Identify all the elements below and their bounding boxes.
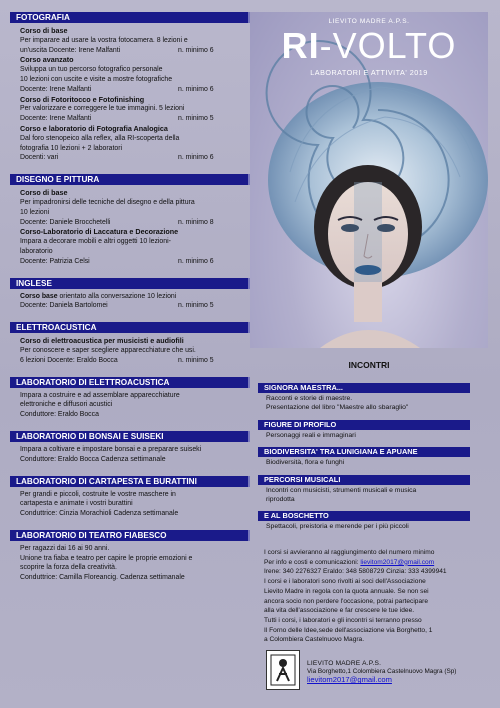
course-title: Corso-Laboratorio di Laccatura e Decorazione bbox=[20, 227, 179, 237]
footer-name: LIEVITO MADRE A.P.S. bbox=[307, 660, 382, 667]
course-line bbox=[10, 455, 250, 465]
note-line: alla vita dell'associazione e far crescere le tue idee. bbox=[264, 607, 415, 615]
course-line-text: laboratorio bbox=[20, 247, 53, 255]
course-line bbox=[10, 257, 250, 267]
note-line: a Colombiera Castelnuovo Magra. bbox=[264, 636, 365, 644]
incontro-item bbox=[258, 511, 490, 531]
course-line bbox=[10, 65, 250, 75]
footer-contact bbox=[307, 660, 456, 685]
course-line-text: Per ragazzi dai 16 ai 90 anni. bbox=[20, 544, 110, 552]
course-line bbox=[10, 153, 250, 163]
course-line bbox=[10, 134, 250, 144]
course-line-text: Sviluppa un tuo percorso fotografico personale bbox=[20, 66, 163, 74]
minimum-participants: n. minimo 5 bbox=[178, 115, 214, 123]
course-line bbox=[10, 554, 250, 564]
course-section bbox=[10, 278, 250, 312]
incontro-heading: E AL BOSCHETTO bbox=[258, 511, 470, 521]
course-line-text: Conduttrice: Camilla Floreancig. Cadenza settimanale bbox=[20, 574, 185, 582]
info-notes bbox=[264, 548, 492, 645]
course-line bbox=[10, 198, 250, 208]
minimum-participants: n. minimo 5 bbox=[178, 302, 214, 310]
course-line-text: Unione tra fiaba e teatro per capire le proprie emozioni e bbox=[20, 554, 193, 562]
course-line bbox=[10, 544, 250, 554]
minimum-participants: n. minimo 8 bbox=[178, 218, 214, 226]
course-line-text: scoprire la forza della creatività. bbox=[20, 564, 117, 572]
section-heading: FOTOGRAFIA bbox=[10, 12, 250, 23]
course-line-text: Docenti: vari bbox=[20, 154, 59, 162]
course-line bbox=[10, 509, 250, 519]
course-line-text: Impara a costruire e ad assemblare apparecchiature bbox=[20, 391, 180, 399]
poster-title bbox=[250, 25, 488, 66]
incontro-item bbox=[258, 447, 490, 467]
course-line bbox=[10, 114, 250, 124]
course-line bbox=[10, 46, 250, 56]
section-heading: LABORATORIO DI TEATRO FIABESCO bbox=[10, 530, 250, 541]
logo-figure-icon bbox=[267, 651, 299, 689]
course-line-text: fotografia 10 lezioni + 2 laboratori bbox=[20, 144, 123, 152]
course-section bbox=[10, 12, 250, 163]
course-line bbox=[10, 292, 250, 302]
note-line: Il Forno delle Idee,sede dell'associazione via Borghetto, 1 bbox=[264, 626, 433, 634]
incontro-heading: PERCORSI MUSICALI bbox=[258, 475, 470, 485]
course-line-text: Docente: Irene Malfanti bbox=[20, 115, 92, 123]
incontro-text: Personaggi reali e immaginari bbox=[266, 431, 356, 439]
courses-column bbox=[10, 12, 250, 594]
course-line-text: Conduttore: Eraldo Bocca Cadenza settimanale bbox=[20, 455, 166, 463]
poster-title-rest: -VOLTO bbox=[319, 25, 457, 66]
course-line bbox=[10, 36, 250, 46]
course-line bbox=[10, 218, 250, 228]
course-line-text: Docente: Irene Malfanti bbox=[20, 85, 92, 93]
incontro-text: Racconti e storie di maestre. bbox=[266, 395, 353, 402]
incontro-text: Presentazione del libro "Maestre allo sbaraglio" bbox=[266, 404, 409, 412]
incontro-item bbox=[258, 383, 490, 413]
course-section bbox=[10, 530, 250, 583]
note-line: I corsi si avvieranno al raggiungimento del numero minimo bbox=[264, 549, 435, 556]
note-line: Irene: 340 2276327 Eraldo: 348 5808729 Cinzia: 333 4399941 bbox=[264, 568, 447, 576]
poster-org: LIEVITO MADRE A.P.S. bbox=[328, 18, 410, 25]
course-line bbox=[10, 75, 250, 85]
minimum-participants: n. minimo 6 bbox=[178, 154, 214, 162]
minimum-participants: n. minimo 5 bbox=[178, 356, 214, 364]
course-line-rest: orientato alla conversazione 10 lezioni bbox=[57, 292, 177, 300]
course-title: Corso avanzato bbox=[20, 55, 74, 65]
incontri-title: INCONTRI bbox=[348, 360, 390, 370]
course-line bbox=[10, 346, 250, 356]
incontro-item bbox=[258, 420, 490, 440]
course-line-text: Conduttrice: Cinzia Morachioli Cadenza settimanale bbox=[20, 510, 179, 518]
course-line-text: Impara a coltivare e impostare bonsai e a preparare suiseki bbox=[20, 445, 202, 453]
course-line-text: cartapesta e animate i vostri burattini bbox=[20, 500, 133, 508]
course-line-text: 6 lezioni Docente: Eraldo Bocca bbox=[20, 356, 118, 364]
course-line bbox=[10, 490, 250, 500]
note-line bbox=[264, 558, 492, 568]
section-heading: DISEGNO E PITTURA bbox=[10, 174, 250, 185]
course-line bbox=[10, 144, 250, 154]
course-line bbox=[10, 247, 250, 257]
incontro-text: Spettacoli, preistoria e merende per i più piccoli bbox=[266, 523, 409, 531]
course-line-text: 10 lezioni con uscite e visite a mostre fotografiche bbox=[20, 75, 173, 83]
course-title: Corso di base bbox=[20, 26, 68, 35]
section-heading: LABORATORIO DI BONSAI E SUISEKI bbox=[10, 431, 250, 442]
course-line-bold: Corso base bbox=[20, 292, 58, 300]
minimum-participants: n. minimo 6 bbox=[178, 46, 214, 54]
minimum-participants: n. minimo 6 bbox=[178, 257, 214, 265]
course-line-text: Per imparare ad usare la vostra fotocamera. 8 lezioni e bbox=[20, 36, 188, 44]
course-line bbox=[10, 400, 250, 410]
poster-title-bold: RI bbox=[281, 25, 320, 66]
course-line-text: Conduttore: Eraldo Bocca bbox=[20, 411, 99, 419]
course-line bbox=[10, 85, 250, 95]
course-line-text: Per valorizzare e correggere le tue immagini. 5 lezioni bbox=[20, 105, 185, 113]
course-line-text: Per conoscere e saper scegliere apparecchiature che usi. bbox=[20, 346, 196, 354]
course-line bbox=[10, 301, 250, 311]
course-section bbox=[10, 322, 250, 365]
course-line bbox=[10, 499, 250, 509]
poster-image bbox=[250, 12, 488, 348]
course-title: Corso di base bbox=[20, 188, 68, 198]
course-line-text: 10 lezioni bbox=[20, 208, 50, 216]
note-line: I corsi e i laboratori sono rivolti ai soci dell'Associazione bbox=[264, 578, 426, 586]
course-line bbox=[10, 410, 250, 420]
course-line-text: Docente: Patrizia Celsi bbox=[20, 257, 90, 265]
note-line: ancora socio non perdere l'occasione, potrai partecipare bbox=[264, 597, 429, 605]
section-heading: LABORATORIO DI CARTAPESTA E BURATTINI bbox=[10, 476, 250, 487]
incontro-text: riprodotta bbox=[266, 496, 295, 504]
incontro-heading: SIGNORA MAESTRA... bbox=[258, 383, 470, 393]
course-line-text: Docente: Daniela Bartolomei bbox=[20, 302, 108, 310]
course-line bbox=[10, 391, 250, 401]
course-section bbox=[10, 377, 250, 420]
note-line: Tutti i corsi, i laboratori e gli incontri si terranno presso bbox=[264, 616, 422, 624]
course-line bbox=[10, 445, 250, 455]
section-heading: INGLESE bbox=[10, 278, 250, 289]
course-line-text: Per grandi e piccoli, costruite le vostre maschere in bbox=[20, 490, 176, 498]
footer-address: Via Borghetto,1 Colombiera Castelnuovo Magra (Sp) bbox=[307, 668, 457, 676]
course-line bbox=[10, 208, 250, 218]
minimum-participants: n. minimo 6 bbox=[178, 85, 214, 93]
incontro-heading: BIODIVERSITA' TRA LUNIGIANA E APUANE bbox=[258, 447, 470, 457]
course-line-text: Dal foro stenopeico alla reflex, alla RI-scoperta della bbox=[20, 134, 180, 142]
course-line bbox=[10, 237, 250, 247]
course-title: Corso di elettroacustica per musicisti e audiofili bbox=[20, 336, 184, 346]
course-line-text: un'uscita Docente: Irene Malfanti bbox=[20, 46, 121, 54]
course-line bbox=[10, 573, 250, 583]
course-line-text: Per impadronirsi delle tecniche del disegno e della pittura bbox=[20, 198, 195, 206]
course-title: Corso e laboratorio di Fotografia Analogica bbox=[20, 123, 168, 133]
section-heading: ELETTROACUSTICA bbox=[10, 322, 250, 333]
course-section bbox=[10, 431, 250, 465]
course-line bbox=[10, 563, 250, 573]
course-section bbox=[10, 174, 250, 266]
contact-email-link[interactable]: lievitom2017@gmail.com bbox=[360, 558, 435, 566]
course-title: Corso di Fotoritocco e Fotofinishing bbox=[20, 94, 145, 104]
course-line bbox=[10, 356, 250, 366]
association-logo bbox=[266, 650, 300, 690]
incontro-text: Incontri con musicisti, strumenti musicali e musica bbox=[266, 486, 417, 494]
course-line-text: Impara a decorare mobili e altri oggetti 10 lezioni- bbox=[20, 238, 171, 246]
section-heading: LABORATORIO DI ELETTROACUSTICA bbox=[10, 377, 250, 388]
course-line bbox=[10, 104, 250, 114]
note-line: Lievito Madre in regola con la quota annuale. Se non sei bbox=[264, 587, 429, 595]
incontro-text: Biodiversità, flora e funghi bbox=[266, 459, 345, 467]
course-line-text: Docente: Daniele Brocchetelli bbox=[20, 218, 111, 226]
incontri-list bbox=[258, 383, 490, 539]
incontro-heading: FIGURE DI PROFILO bbox=[258, 420, 470, 430]
course-section bbox=[10, 476, 250, 519]
note-info-label: Per info e costi e comunicazioni: bbox=[264, 558, 361, 566]
incontro-item bbox=[258, 475, 490, 505]
footer-email-link[interactable]: lievitom2017@gmail.com bbox=[307, 675, 392, 685]
course-line-text bbox=[20, 293, 176, 300]
poster-subtitle: LABORATORI E ATTIVITA' 2019 bbox=[310, 68, 428, 77]
course-line-text: elettroniche e diffusori acustici bbox=[20, 401, 113, 409]
